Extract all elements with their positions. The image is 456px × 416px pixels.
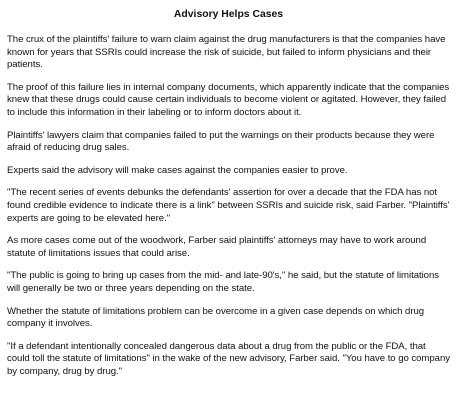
paragraph-statute-issues: As more cases come out of the woodwork, Farber said plaintiffs' attorneys may have to work around statute of limitations issues that could arise. <box>7 235 427 259</box>
document-title: Advisory Helps Cases <box>173 9 284 20</box>
paragraph-experts-advisory: Experts said the advisory will make cases against the companies easier to prove. <box>7 164 348 176</box>
paragraph-failure-to-warn: The crux of the plaintiffs' failure to warn claim against the drug manufacturers is that the companies have known for years that SSRIs could increase the risk of suicide, but failed to inform physicians and their patients. <box>7 34 446 71</box>
paragraph-statute-overcome: Whether the statute of limitations problem can be overcome in a given case depends on which drug company it involves. <box>7 305 425 330</box>
paragraph-farber-quote: "The recent series of events debunks the defendants' assertion for over a decade that the FDA has not found credible evidence to indicate there is a link" between SSRIs and suicide risk, said Farber. "Plaintiffs' experts are going to be elevated here." <box>7 187 450 224</box>
paragraph-toll-statute: "If a defendant intentionally concealed dangerous data about a drug from the public or the FDA, that could toll the statute of limitations" in the wake of the new advisory, Farber said. "You have to go company by company, drug by drug." <box>7 340 450 377</box>
paragraph-public-cases: "The public is going to bring up cases from the mid- and late-90's," he said, but the statute of limitations will generally be two or three years depending on the state. <box>7 270 439 294</box>
paragraph-lawyers-claim: Plaintiffs' lawyers claim that companies failed to put the warnings on their products because they were afraid of reducing drug sales. <box>7 129 435 154</box>
paragraph-internal-documents: The proof of this failure lies in internal company documents, which apparently indicate that the companies knew that these drugs could cause certain individuals to become violent or agitated. However, they failed to include this information in their labeling or to inform doctors about it. <box>7 81 450 118</box>
